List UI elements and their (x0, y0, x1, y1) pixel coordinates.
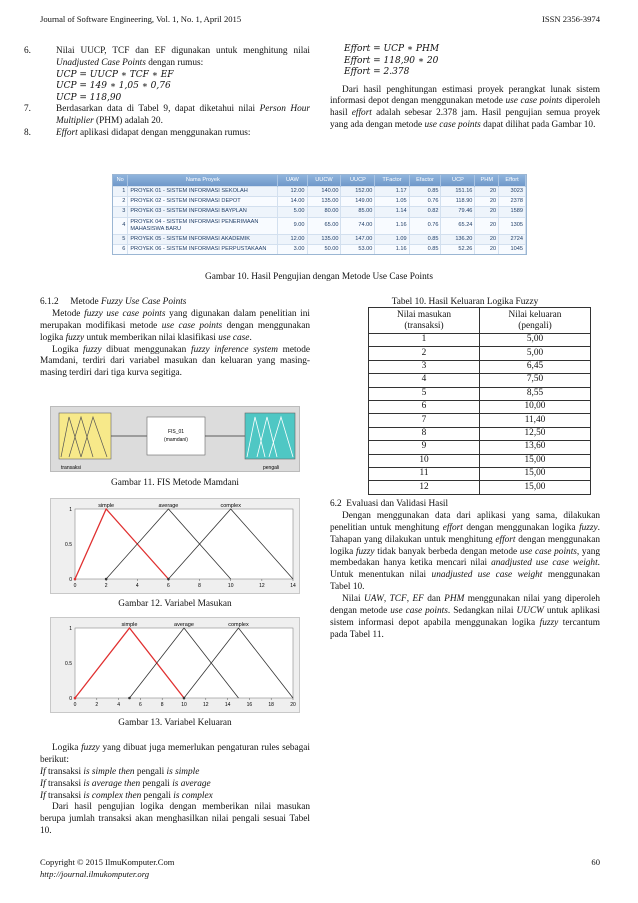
table-cell: 12 (369, 481, 480, 494)
page-number: 60 (591, 857, 600, 867)
equation-ucp-result: UCP = 118,90 (56, 92, 122, 103)
table-row (369, 481, 591, 494)
item-number: 7. (24, 104, 31, 115)
paragraph-rules-intro (40, 743, 310, 767)
output-variable-box (245, 413, 295, 459)
table-cell: 1.16 (375, 217, 409, 234)
table-cell: 1.14 (375, 207, 409, 217)
text-run-italic: is average then (83, 778, 141, 789)
table-cell: 80.00 (307, 207, 341, 217)
column-header: UCP (441, 175, 475, 187)
item-text-italic: Unadjusted Case Points (56, 57, 146, 68)
text-run: untuk aplikasi sistem informasi depot apabila menggunakan logika (330, 606, 601, 628)
table-cell: 1589 (499, 207, 526, 217)
table-row (113, 234, 526, 244)
table-cell: 53.00 (341, 245, 375, 255)
x-tick-label: 2 (95, 702, 99, 708)
table-cell: 118.90 (441, 197, 475, 207)
text-run: , (406, 594, 413, 605)
column-header: TFactor (375, 175, 409, 187)
fis-engine-subtitle: (mamdani) (164, 437, 188, 443)
section-title: Evaluasi dan Validasi Hasil (346, 499, 449, 509)
text-run-italic: is complex (173, 790, 213, 801)
table-cell: 15,00 (480, 454, 591, 467)
text-run-italic: If (40, 778, 46, 789)
text-run-italic: TCF (389, 594, 407, 605)
text-run: untuk memberikan nilai klasifikasi (84, 332, 219, 343)
equation-effort-result: Effort = 2.378 (344, 67, 410, 78)
text-run-italic: fuzzy inference system (190, 344, 278, 355)
output-variable-figure (50, 617, 300, 713)
item-text-italic: Effort (56, 128, 78, 139)
column-header: Nama Proyek (128, 175, 278, 187)
paragraph-uucw (330, 594, 600, 642)
table-cell: 152.00 (341, 187, 375, 197)
left-top-block (24, 46, 311, 140)
footer-copyright: Copyright © 2015 IlmuKomputer.Com (40, 857, 175, 867)
table-row (369, 334, 591, 347)
table-cell: 12.00 (278, 234, 307, 244)
fis-mamdani-figure (50, 406, 300, 472)
table-cell: 74.00 (341, 217, 375, 234)
text-run: Metode (52, 308, 85, 319)
header-line: (transaksi) (404, 320, 444, 331)
header-line: Nilai masukan (397, 309, 451, 320)
x-tick-label: 0 (73, 583, 77, 589)
text-run-italic: is average (172, 778, 211, 789)
text-run-italic: fuzzy (579, 522, 598, 533)
output-variable-label: pengali (263, 465, 280, 471)
text-run: Logika (52, 743, 82, 753)
membership-marker (128, 697, 131, 700)
column-header: UAW (278, 175, 307, 187)
table-header-row (369, 308, 591, 334)
table-cell: PROYEK 01 - SISTEM INFORMASI SEKOLAH (128, 187, 278, 197)
table-cell: 8 (369, 427, 480, 440)
equation-effort-formula: Effort = UCP ∗ PHM (344, 44, 440, 54)
x-tick-label: 2 (104, 583, 108, 589)
table-cell: PROYEK 02 - SISTEM INFORMASI DEPOT (128, 197, 278, 207)
table-row (369, 360, 591, 373)
table-cell: 2 (369, 347, 480, 360)
section-6-1-2 (40, 297, 310, 380)
table-cell: 9 (369, 441, 480, 454)
table-cell: 20 (475, 197, 499, 207)
table-cell: PROYEK 05 - SISTEM INFORMASI AKADEMIK (128, 234, 278, 244)
section-heading (330, 499, 600, 511)
text-run: yang dibuat juga memerlukan pengaturan rules sebagai berikut: (40, 743, 310, 765)
paragraph-rules-outro (40, 802, 310, 838)
text-run-italic: effort (351, 108, 372, 119)
y-tick-label: 0.5 (65, 661, 72, 667)
membership-label-average: average (174, 622, 194, 628)
item-text: dengan rumus: (145, 57, 204, 68)
table-cell: 140.00 (307, 187, 341, 197)
x-tick-label: 14 (224, 702, 231, 708)
output-mf-plot (51, 618, 301, 714)
table-cell: 1.17 (375, 187, 409, 197)
text-run: dengan menggunakan logika (330, 534, 600, 557)
section-heading (40, 297, 310, 309)
item-text-italic: Person Hour Multiplier (56, 104, 311, 127)
table-cell: PROYEK 03 - SISTEM INFORMASI BAYPLAN (128, 207, 278, 217)
right-top-block (330, 44, 600, 132)
table-cell: 20 (475, 234, 499, 244)
text-run: dengan menggunakan logika (462, 522, 580, 533)
text-run-italic: use case points (505, 96, 563, 107)
text-run-italic: use case points (519, 546, 577, 557)
text-run: pengali (134, 766, 167, 777)
table-cell: 3 (369, 360, 480, 373)
text-run: tercantum pada Tabel 11. (330, 617, 600, 640)
x-tick-label: 4 (135, 583, 139, 589)
table-cell: 0.85 (409, 245, 441, 255)
table-row (113, 245, 526, 255)
table-cell: 10 (369, 454, 480, 467)
table-cell: 0.82 (409, 207, 441, 217)
fis-diagram (51, 407, 301, 473)
table-cell: 14.00 (278, 197, 307, 207)
table-cell: 65.00 (307, 217, 341, 234)
membership-marker (74, 697, 77, 700)
text-run-italic: fuzzy (355, 546, 375, 557)
text-run: transaksi (45, 778, 84, 789)
equation-ucp-values: UCP = 149 ∗ 1,05 ∗ 0,76 (56, 81, 171, 92)
table-cell: 5,00 (480, 334, 591, 347)
equation-effort-values: Effort = 118,90 ∗ 20 (344, 55, 439, 66)
x-tick-label: 18 (268, 702, 274, 708)
table-row (113, 187, 526, 197)
plot-area (75, 628, 293, 698)
text-run: adalah sebesar 2.378 jam. Hasil pengujian semua proyek yang ada dengan metode (330, 108, 601, 131)
x-tick-label: 12 (203, 702, 209, 708)
table-cell: 6 (369, 400, 480, 413)
table-cell: 1 (369, 334, 480, 347)
text-run-italic: use case points (161, 320, 223, 331)
text-run-italic: PHM (444, 594, 465, 605)
fis-engine-box (147, 417, 205, 455)
table-cell: 3.00 (278, 245, 307, 255)
x-tick-label: 6 (167, 583, 170, 589)
text-run: , (383, 594, 390, 605)
table-cell: PROYEK 06 - SISTEM INFORMASI PERPUSTAKAAN (128, 245, 278, 255)
text-run: yang digunakan dalam penelitian ini merupakan modifikasi metode (40, 308, 310, 331)
text-run: . Untuk menentukan nilai (330, 558, 600, 581)
table-cell: 9.00 (278, 217, 307, 234)
table-cell: 65.24 (441, 217, 475, 234)
table-cell: 1.09 (375, 234, 409, 244)
section-number: 6.1.2 (40, 297, 59, 307)
text-run-italic: If (40, 790, 46, 801)
rules-block (40, 743, 310, 838)
y-tick-label: 0.5 (65, 542, 72, 548)
text-run: . Tahapan yang dilakukan untuk menghitung (330, 522, 600, 545)
table-cell: 5,00 (480, 347, 591, 360)
table-cell: 15,00 (480, 481, 591, 494)
table-row (369, 387, 591, 400)
paragraph-effort-result (330, 85, 600, 133)
membership-marker (167, 578, 170, 581)
header-line: Nilai keluaran (508, 309, 562, 320)
list-item-6 (24, 46, 310, 70)
membership-label-simple: simple (121, 622, 138, 628)
column-header-output (480, 308, 591, 334)
table-cell: 13,60 (480, 441, 591, 454)
table-cell: 5 (113, 234, 128, 244)
text-run-italic: use case points (424, 120, 481, 131)
table-cell: 6 (113, 245, 128, 255)
list-item-7 (24, 104, 311, 128)
table-cell: 5 (369, 387, 480, 400)
column-header-input (369, 308, 480, 334)
membership-label-complex: complex (228, 622, 249, 628)
text-run: dengan menggunakan logika (40, 320, 310, 343)
x-tick-label: 10 (181, 702, 187, 708)
figure-13-caption: Gambar 13. Variabel Keluaran (118, 718, 232, 728)
text-run: dapat dilihat pada Gambar 10. (480, 120, 596, 131)
text-run-italic: anadjusted use case weight (491, 558, 598, 569)
table-row (369, 400, 591, 413)
y-tick-label: 1 (69, 626, 72, 632)
figure-10-caption: Gambar 10. Hasil Pengujian dengan Metode Use Case Points (205, 272, 433, 282)
table-cell: 0.85 (409, 187, 441, 197)
table-row (369, 467, 591, 480)
text-run: menggunakan nilai yang diperoleh dengan metode (330, 594, 600, 617)
table-cell: 4 (369, 374, 480, 387)
table-row (369, 347, 591, 360)
text-run: diperoleh hasil (330, 96, 600, 119)
input-variable-label: transaksi (61, 465, 82, 471)
table-cell: 135.00 (307, 234, 341, 244)
plot-area (75, 509, 293, 579)
column-header: Effort (499, 175, 526, 187)
table-cell: 149.00 (341, 197, 375, 207)
section-6-2 (330, 499, 600, 642)
table-cell: 1305 (499, 217, 526, 234)
x-tick-label: 4 (117, 702, 120, 708)
paragraph-evaluation (330, 511, 600, 594)
fis-engine-title: FIS_01 (167, 429, 185, 435)
text-run: Dengan menggunakan data dari aplikasi yang sama, dilakukan penelitian untuk menghitung (330, 510, 600, 533)
input-variable-box (59, 413, 111, 459)
table-cell: 135.00 (307, 197, 341, 207)
rule-3 (40, 791, 310, 803)
membership-marker (183, 697, 186, 700)
table-cell: 1.16 (375, 245, 409, 255)
membership-label-simple: simple (98, 503, 115, 509)
x-tick-label: 10 (227, 583, 234, 589)
paragraph-mamdani (40, 345, 310, 381)
table-cell: 3 (113, 207, 128, 217)
text-run: pengali (141, 790, 174, 801)
table-row (369, 441, 591, 454)
item-text: aplikasi didapat dengan menggunakan rumus: (77, 128, 251, 139)
x-tick-label: 0 (73, 702, 77, 708)
table-cell: 15,00 (480, 467, 591, 480)
section-title: Metode (70, 297, 101, 307)
text-run-italic: use case (218, 332, 250, 343)
membership-marker (74, 578, 77, 581)
footer-url: http://journal.ilmukomputer.org (40, 869, 150, 879)
table-cell: 20 (475, 217, 499, 234)
text-run: menggunakan Tabel 10. (330, 570, 600, 593)
table-cell: 50.00 (307, 245, 341, 255)
paragraph-fuzzy-method (40, 309, 310, 345)
text-run-italic: fuzzy (83, 344, 102, 355)
list-item-8 (24, 128, 310, 140)
text-run-italic: use case points (390, 606, 448, 617)
text-run: transaksi (45, 766, 84, 777)
text-run: . (249, 332, 252, 343)
table-cell: 12,50 (480, 427, 591, 440)
item-number: 6. (24, 46, 31, 56)
figure-11-caption: Gambar 11. FIS Metode Mamdani (111, 478, 239, 488)
table-cell: 5.00 (278, 207, 307, 217)
table-cell: 12.00 (278, 187, 307, 197)
section-number: 6.2 (330, 499, 342, 509)
text-run: Dari hasil penghitungan estimasi proyek perangkat lunak sistem informasi depot dengan menggunakan metode (330, 84, 600, 107)
table-row (113, 197, 526, 207)
table-cell: 1 (113, 187, 128, 197)
membership-label-complex: complex (220, 503, 241, 509)
table-row (113, 217, 526, 234)
table-cell: 20 (475, 245, 499, 255)
table-cell: 85.00 (341, 207, 375, 217)
item-number: 8. (24, 128, 31, 139)
table-row (369, 414, 591, 427)
item-text: Berdasarkan data di Tabel 9, dapat diketahui nilai (56, 104, 260, 115)
table-cell: 1.05 (375, 197, 409, 207)
column-header: UUCP (341, 175, 375, 187)
table-cell: 4 (113, 217, 128, 234)
figure-12-caption: Gambar 12. Variabel Masukan (118, 599, 232, 609)
text-run: , yang membedakan hanya ketika mencari nilai (330, 546, 600, 569)
x-tick-label: 8 (160, 702, 164, 708)
equation-ucp-formula: UCP = UUCP ∗ TCF ∗ EF (56, 69, 174, 80)
table-cell: 52.26 (441, 245, 475, 255)
text-run-italic: fuzzy (81, 743, 100, 753)
journal-header: Journal of Software Engineering, Vol. 1, No. 1, April 2015 (40, 14, 242, 24)
project-results-table (112, 174, 527, 255)
text-run: metode Mamdani, terdiri dari variabel masukan dan keluaran yang masing-masing terdiri dari tiga kurva segitiga. (40, 344, 310, 379)
column-header: Efactor (409, 175, 441, 187)
text-run: tidak banyak berbeda dengan metode (374, 546, 520, 557)
y-tick-label: 1 (69, 507, 72, 513)
x-tick-label: 12 (259, 583, 265, 589)
column-header: No (113, 175, 128, 187)
x-tick-label: 20 (290, 702, 296, 708)
table-cell: 151.16 (441, 187, 475, 197)
column-header: PHM (475, 175, 499, 187)
text-run-italic: effort (495, 534, 516, 545)
table-cell: 20 (475, 187, 499, 197)
table-cell: 20 (475, 207, 499, 217)
column-header: UUCW (307, 175, 341, 187)
table-cell: 147.00 (341, 234, 375, 244)
table-10-title: Tabel 10. Hasil Keluaran Logika Fuzzy (391, 297, 539, 307)
input-variable-figure (50, 498, 300, 594)
table-header-row (113, 175, 526, 187)
table-row (113, 207, 526, 217)
x-tick-label: 16 (246, 702, 253, 708)
table-cell: 6,45 (480, 360, 591, 373)
text-run: Logika (52, 344, 83, 355)
x-tick-label: 14 (290, 583, 296, 589)
item-text: (PHM) adalah 20. (93, 116, 163, 127)
header-line: (pengali) (518, 320, 552, 331)
text-run-italic: UUCW (516, 606, 544, 617)
table-cell: 3023 (499, 187, 526, 197)
x-tick-label: 8 (198, 583, 201, 589)
table-row (369, 374, 591, 387)
membership-label-average: average (158, 503, 179, 509)
text-run-italic: If (40, 766, 46, 777)
table-cell: 2724 (499, 234, 526, 244)
text-run: Nilai (342, 594, 365, 605)
text-run-italic: effort (442, 522, 463, 533)
text-run-italic: UAW (364, 594, 384, 605)
text-run-italic: is simple (166, 766, 200, 777)
text-run-italic: EF (412, 594, 424, 605)
text-run: dibuat menggunakan (101, 344, 191, 355)
text-run-italic: fuzzy use case points (84, 308, 166, 319)
table-body (113, 187, 526, 255)
fuzzy-output-table (368, 307, 591, 495)
table-cell: PROYEK 04 - SISTEM INFORMASI PENERIMAAN MAHASISWA BARU (128, 217, 278, 234)
text-run: dan (423, 594, 445, 605)
table-cell: 136.20 (441, 234, 475, 244)
table-cell: 11 (369, 467, 480, 480)
table-cell: 1045 (499, 245, 526, 255)
table-cell: 2 (113, 197, 128, 207)
text-run-italic: fuzzy (65, 332, 85, 343)
table-cell: 7,50 (480, 374, 591, 387)
text-run-italic: fuzzy (539, 617, 559, 628)
table-cell: 79.46 (441, 207, 475, 217)
table-row (369, 454, 591, 467)
text-run-italic: unadjusted use case weight (431, 570, 543, 581)
table-cell: 0.76 (409, 217, 441, 234)
issn-header: ISSN 2356-3974 (541, 14, 600, 24)
table-cell: 0.76 (409, 197, 441, 207)
membership-marker (105, 578, 108, 581)
section-title-italic: Fuzzy Use Case Points (100, 297, 187, 307)
table-cell: 7 (369, 414, 480, 427)
y-tick-label: 0 (69, 696, 72, 702)
table-cell: 0.85 (409, 234, 441, 244)
item-text: Nilai UUCP, TCF dan EF digunakan untuk menghitung nilai (56, 46, 310, 56)
text-run: Dari hasil pengujian logika dengan memberikan nilai masukan berupa jumlah transaksi akan menghasilkan nilai pengali sesuai Tabel 10. (40, 802, 310, 837)
text-run: transaksi (45, 790, 84, 801)
table-cell: 10,00 (480, 400, 591, 413)
table-cell: 8,55 (480, 387, 591, 400)
text-run: pengali (140, 778, 173, 789)
text-run: . Sedangkan nilai (447, 606, 517, 617)
input-mf-plot (51, 499, 301, 595)
table-body (369, 334, 591, 495)
rule-2 (40, 779, 310, 791)
table-row (369, 427, 591, 440)
table-cell: 2378 (499, 197, 526, 207)
x-tick-label: 6 (139, 702, 142, 708)
text-run-italic: is simple then (83, 766, 135, 777)
rule-1 (40, 767, 310, 779)
text-run-italic: is complex then (83, 790, 142, 801)
table-cell: 11,40 (480, 414, 591, 427)
y-tick-label: 0 (69, 577, 72, 583)
